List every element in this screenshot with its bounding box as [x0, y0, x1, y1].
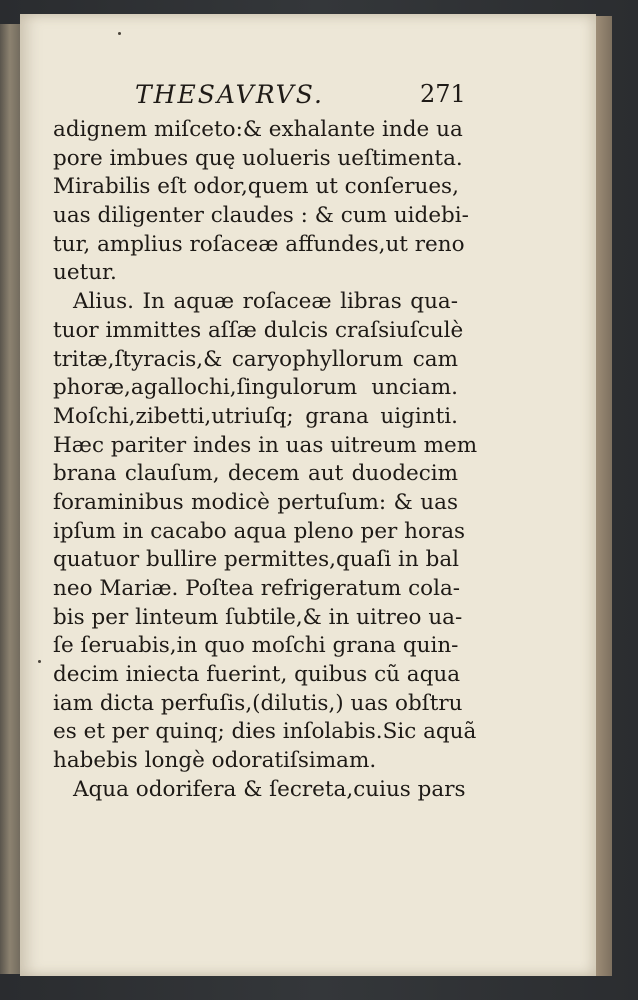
- text-line: foraminibus modicè pertuſum: & uas: [53, 489, 458, 515]
- text-line: Aqua odorifera & ſecreta,cuius pars: [73, 776, 466, 802]
- page-number: 271: [420, 80, 466, 108]
- book-page: [20, 14, 596, 976]
- text-line: iam dicta perfuſis,(dilutis,) uas obſtru: [53, 690, 463, 716]
- text-line: bis per linteum ſubtile,& in uitreo ua-: [53, 604, 463, 630]
- text-line: ſe ſeruabis,in quo moſchi grana quin-: [53, 633, 459, 659]
- text-line: brana clauſum, decem aut duodecim: [53, 461, 458, 487]
- ink-speck: [38, 660, 41, 663]
- text-line: decim iniecta fuerint, quibus cũ aqua: [53, 662, 461, 688]
- running-title: THESAVRVS.: [135, 80, 324, 109]
- left-page-edge: [0, 24, 22, 974]
- text-line: ipſum in cacabo aqua pleno per horas: [53, 518, 466, 544]
- text-line: neo Mariæ. Poſtea refrigeratum cola-: [53, 576, 461, 601]
- text-line: tritæ,ſtyracis,& caryophyllorum cam: [53, 346, 458, 372]
- text-line: Mirabilis eſt odor,quem ut conſerues,: [53, 174, 459, 200]
- text-line: tur, amplius roſaceæ affundes,ut reno: [53, 231, 465, 257]
- ink-speck: [118, 32, 121, 35]
- page-header: [20, 76, 596, 110]
- text-line: tuor immittes aſſæ dulcis craſsiuſculè: [53, 317, 464, 343]
- text-line: es et per quinq; dies inſolabis.Sic aquã: [53, 719, 477, 745]
- text-line: adignem miſceto:& exhalante inde ua: [53, 117, 463, 142]
- text-line: Hæc pariter indes in uas uitreum mem: [53, 432, 478, 458]
- text-line: uas diligenter claudes : & cum uidebi-: [53, 203, 469, 229]
- text-line: Alius. In aquæ roſaceæ libras qua-: [73, 289, 458, 315]
- text-line: phoræ,agallochi,ſingulorum unciam.: [53, 375, 458, 401]
- text-line: habebis longè odoratiſsimam.: [53, 748, 377, 774]
- text-line: pore imbues quę uolueris ueſtimenta.: [53, 145, 463, 171]
- text-line: Moſchi,zibetti,utriuſq; grana uiginti.: [53, 403, 458, 429]
- text-block: [53, 116, 478, 805]
- text-line: quatuor bullire permittes,quaſi in bal: [53, 547, 460, 573]
- text-line: uetur.: [53, 260, 117, 286]
